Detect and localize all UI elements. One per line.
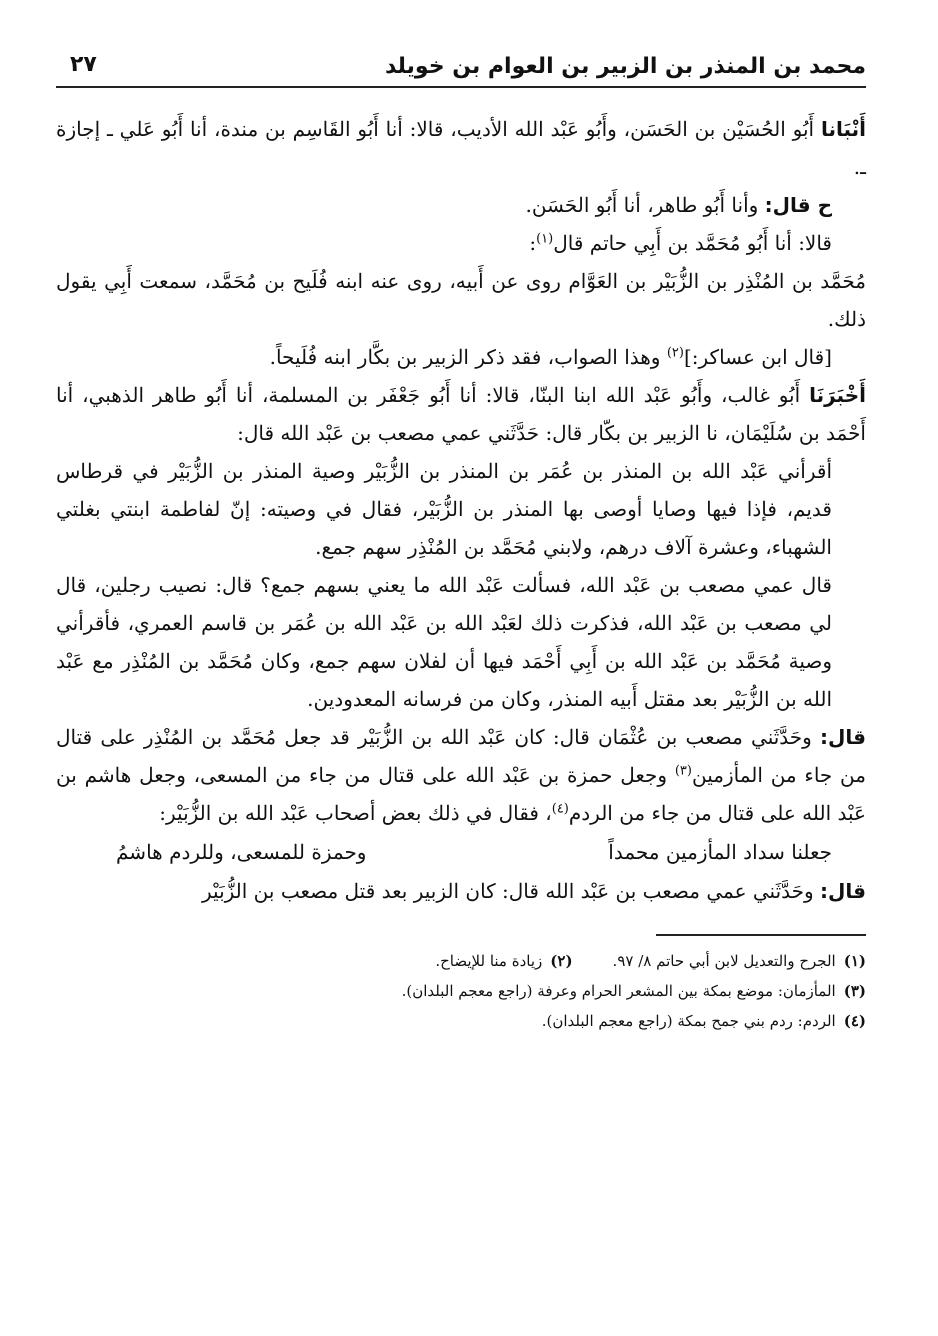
paragraph-lead: قال: [820,725,866,749]
footnote-text: الجرح والتعديل لابن أبي حاتم ٨/ ٩٧. [612,952,836,970]
paragraph-tail: وجعل حمزة بن عَبْد الله على قتال من جاء من المسعى، وجعل هاشم بن عَبْد الله على قتال من جاء من الردم [56,763,866,825]
footnote-number: (٢) [550,952,573,970]
footnote-number: (٣) [843,982,866,1000]
page-number: ٢٧ [70,52,97,77]
paragraph-tail: : [529,231,537,255]
footnote [56,1006,866,1036]
poem-verse [56,832,866,872]
footnote-text: الردم: ردم بني جمح بمكة (راجع معجم البلدان). [541,1012,836,1030]
paragraph-tail: ، فقال في ذلك بعض أصحاب عَبْد الله بن الزُّبَيْر: [159,801,552,825]
book-page [56,40,866,1300]
paragraph-text: وحَدَّثَني مصعب بن عُثْمَان قال: كان عَبْد الله بن الزُّبَيْر قد جعل مُحَمَّد بن المُنْذِر على قتال من جاء من المأزمين [56,725,866,787]
paragraph-lead: أَخْبَرَنَا [809,383,866,407]
paragraph [56,376,866,452]
footnote-text: المأزمان: موضع بمكة بين المشعر الحرام وعرفة (راجع معجم البلدان). [401,982,836,1000]
paragraph-text: أَبُو غالب، وأَبُو عَبْد الله ابنا البنّا، قالا: أنا أَبُو جَعْفَر بن المسلمة، أنا أَبُو طاهر الذهبي، أنا أَحْمَد بن سُلَيْمَان، نا الزبير بن بكّار قال: حَدَّثَني عمي مصعب بن عَبْد الله قال: [56,383,866,445]
footnote-marker: (١) [536,231,554,247]
paragraph [56,262,866,338]
footnote-row [56,946,866,976]
paragraph [56,110,866,186]
paragraph [56,224,866,262]
footnote [56,976,866,1006]
footnote-text: زيادة منا للإيضاح. [435,952,543,970]
footnote [435,946,572,976]
paragraph-text: وحَدَّثَني عمي مصعب بن عَبْد الله قال: كان الزبير بعد قتل مصعب بن الزُّبَيْر [202,879,821,903]
footnote [613,946,866,976]
paragraph [56,452,866,566]
paragraph [56,338,866,376]
paragraph [56,186,866,224]
verse-first-hemistich: جعلنا سداد المأزمين محمداً [608,840,832,864]
paragraph-text: أقرأني عَبْد الله بن المنذر بن عُمَر بن المنذر بن الزُّبَيْر وصية المنذر بن الزُّبَيْر في قرطاس قديم، فإذا فيها وصايا أوصى بها المنذر بن الزُّبَيْر، فقال في وصيته: إنّ لفاطمة ابنتي بغلتي الشهباء، وعشرة آلاف درهم، ولابني مُحَمَّد بن المُنْذِر سهم جمع. [56,459,832,559]
paragraph [56,566,866,718]
paragraph [56,872,866,910]
footnotes [56,946,866,1036]
paragraph-text: قال عمي مصعب بن عَبْد الله، فسألت عَبْد الله ما يعني بسهم جمع؟ قال: نصيب رجلين، قال لي مصعب بن عَبْد الله، فذكرت ذلك لعَبْد الله بن عَبْد الله بن عُمَر بن قاسم العمري، فأقرأني وصية مُحَمَّد بن عَبْد الله بن أَبِي أَحْمَد فيها أن لفلان سهم جمع، وكان مُحَمَّد بن المُنْذِر مع عَبْد الله بن الزُّبَيْر بعد مقتل أَبيه المنذر، وكان من فرسانه المعدودين. [56,573,832,711]
running-title: محمد بن المنذر بن الزبير بن العوام بن خويلد [384,54,866,79]
paragraph-text: مُحَمَّد بن المُنْذِر بن الزُّبَيْر بن العَوَّام روى عن أَبيه، روى عنه ابنه فُلَيح بن مُحَمَّد، سمعت أَبِي يقول ذلك. [56,269,866,331]
footnote-marker: (٣) [674,763,692,779]
paragraph-text: وأنا أَبُو طاهر، أنا أَبُو الحَسَن. [525,193,765,217]
paragraph-text: [قال ابن عساكر:] [683,345,832,369]
page-header [56,40,866,88]
footnote-number: (٤) [843,1012,866,1030]
paragraph [56,718,866,832]
footnote-marker: (٤) [551,801,569,817]
footnote-number: (١) [843,952,866,970]
paragraph-lead: ح قال: [764,193,832,217]
paragraph-lead: أَنْبَانا [820,117,866,141]
footnote-marker: (٢) [666,345,684,361]
paragraph-lead: قال: [820,879,866,903]
footnote-divider [656,934,866,936]
paragraph-tail: وهذا الصواب، فقد ذكر الزبير بن بكَّار ابنه فُلَيحاً. [269,345,667,369]
paragraph-text: أَبُو الحُسَيْن بن الحَسَن، وأَبُو عَبْد الله الأديب، قالا: أنا أَبُو القَاسِم بن مندة، أنا أَبُو عَلي ـ إجازة ـ. [56,117,866,179]
verse-second-hemistich: وحمزة للمسعى، وللردم هاشمُ [116,840,367,864]
paragraph-text: قالا: أنا أَبُو مُحَمَّد بن أَبِي حاتم قال [553,231,832,255]
page-body [56,110,866,910]
